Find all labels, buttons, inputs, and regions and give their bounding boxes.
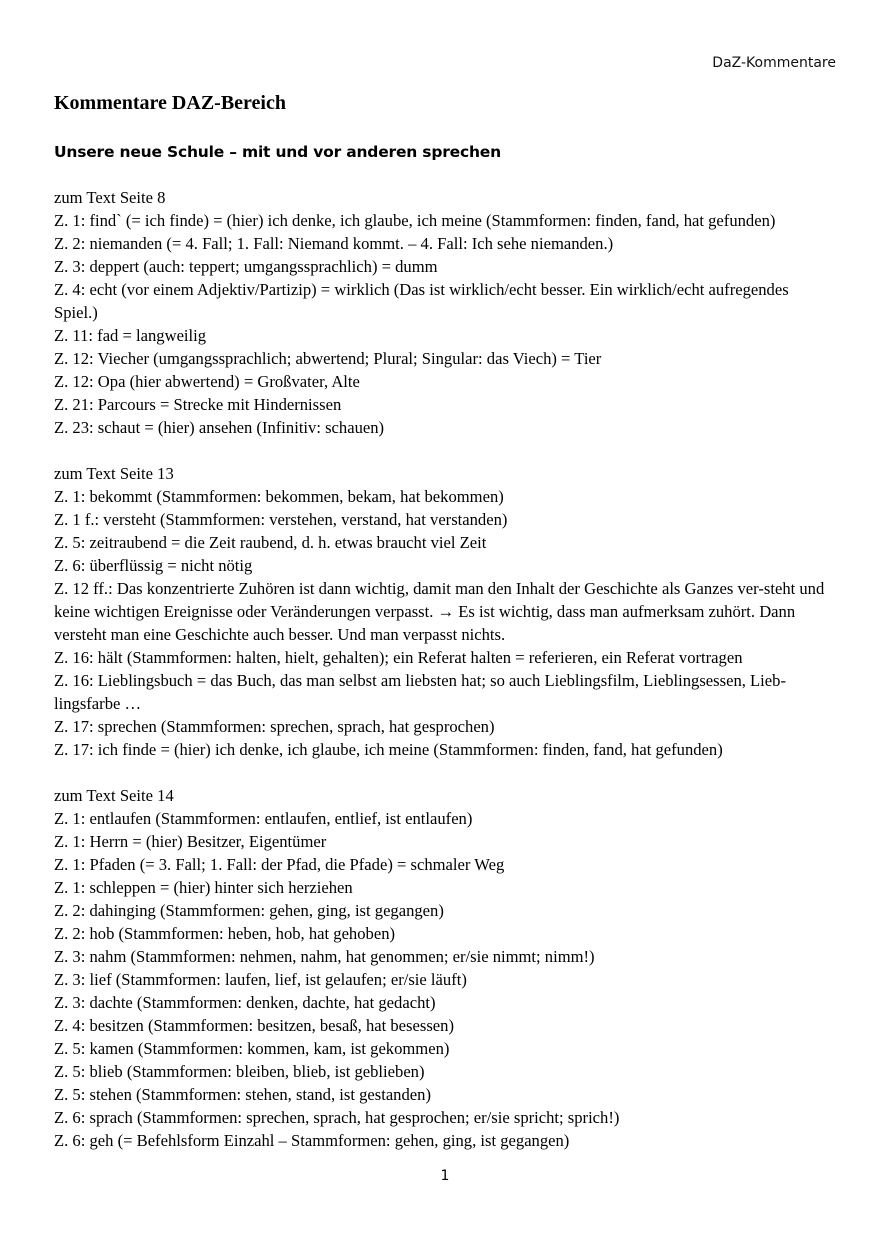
page-title: Kommentare DAZ-Bereich xyxy=(54,92,286,114)
entry: Z. 5: zeitraubend = die Zeit raubend, d. h. etwas braucht viel Zeit xyxy=(54,533,487,552)
entry: Z. 3: lief (Stammformen: laufen, lief, ist gelaufen; er/sie läuft) xyxy=(54,970,467,989)
entry: Z. 1: Pfaden (= 3. Fall; 1. Fall: der Pfad, die Pfade) = schmaler Weg xyxy=(54,855,505,874)
entry: Z. 16: Lieblingsbuch = das Buch, das man selbst am liebsten hat; so auch Lieblingsfilm, Lieblingsessen, Lieb-lingsfarbe … xyxy=(54,671,786,713)
section-text-page-14 xyxy=(54,784,836,1152)
entry: Z. 3: nahm (Stammformen: nehmen, nahm, hat genommen; er/sie nimmt; nimm!) xyxy=(54,947,595,966)
entry: Z. 5: kamen (Stammformen: kommen, kam, ist gekommen) xyxy=(54,1039,450,1058)
section-text-page-13 xyxy=(54,462,836,761)
entry: Z. 6: geh (= Befehlsform Einzahl – Stammformen: gehen, ging, ist gegangen) xyxy=(54,1131,570,1150)
entry: Z. 4: echt (vor einem Adjektiv/Partizip) = wirklich (Das ist wirklich/echt besser. Ein wirklich/echt aufregendes Spiel.) xyxy=(54,280,789,322)
section-subtitle: Unsere neue Schule – mit und vor anderen sprechen xyxy=(54,143,501,161)
entry: Z. 1: schleppen = (hier) hinter sich herziehen xyxy=(54,878,353,897)
page-number: 1 xyxy=(440,1168,450,1184)
entry: Z. 4: besitzen (Stammformen: besitzen, besaß, hat besessen) xyxy=(54,1016,454,1035)
entry: Z. 1: Herrn = (hier) Besitzer, Eigentümer xyxy=(54,832,327,851)
entry: Z. 17: ich finde = (hier) ich denke, ich glaube, ich meine (Stammformen: finden, fand, hat gefunden) xyxy=(54,740,723,759)
entry: Z. 1 f.: versteht (Stammformen: verstehen, verstand, hat verstanden) xyxy=(54,510,508,529)
entry: Z. 12: Opa (hier abwertend) = Großvater, Alte xyxy=(54,372,360,391)
document-body xyxy=(54,186,836,1175)
entry: Z. 2: hob (Stammformen: heben, hob, hat gehoben) xyxy=(54,924,396,943)
entry: Z. 17: sprechen (Stammformen: sprechen, sprach, hat gesprochen) xyxy=(54,717,495,736)
entry: Z. 2: niemanden (= 4. Fall; 1. Fall: Niemand kommt. – 4. Fall: Ich sehe niemanden.) xyxy=(54,234,614,253)
entry: Z. 16: hält (Stammformen: halten, hielt, gehalten); ein Referat halten = referieren, ein Referat vortragen xyxy=(54,648,743,667)
entry: Z. 1: find` (= ich finde) = (hier) ich denke, ich glaube, ich meine (Stammformen: finden, fand, hat gefunden) xyxy=(54,211,776,230)
section-text-page-8 xyxy=(54,186,836,439)
entry: Z. 23: schaut = (hier) ansehen (Infinitiv: schauen) xyxy=(54,418,385,437)
entry: Z. 5: blieb (Stammformen: bleiben, blieb, ist geblieben) xyxy=(54,1062,425,1081)
section-heading: zum Text Seite 14 xyxy=(54,786,174,805)
entry: Z. 1: bekommt (Stammformen: bekommen, bekam, hat bekommen) xyxy=(54,487,504,506)
entry: Z. 6: überflüssig = nicht nötig xyxy=(54,556,253,575)
section-heading: zum Text Seite 13 xyxy=(54,464,174,483)
entry: Z. 11: fad = langweilig xyxy=(54,326,207,345)
entry: Z. 12 ff.: Das konzentrierte Zuhören ist dann wichtig, damit man den Inhalt der Geschichte als Ganzes ver-steht und keine wichtigen Ereignisse oder Veränderungen verpasst. → Es ist wichtig, dass man aufmerksam zuhört. Dann versteht man eine Geschichte auch besser. Und man verpasst nichts. xyxy=(54,579,825,644)
section-heading: zum Text Seite 8 xyxy=(54,188,166,207)
entry: Z. 21: Parcours = Strecke mit Hindernissen xyxy=(54,395,342,414)
entry: Z. 2: dahinging (Stammformen: gehen, ging, ist gegangen) xyxy=(54,901,444,920)
running-header: DaZ-Kommentare xyxy=(712,55,836,71)
entry: Z. 3: dachte (Stammformen: denken, dachte, hat gedacht) xyxy=(54,993,436,1012)
entry: Z. 1: entlaufen (Stammformen: entlaufen, entlief, ist entlaufen) xyxy=(54,809,473,828)
entry: Z. 12: Viecher (umgangssprachlich; abwertend; Plural; Singular: das Viech) = Tier xyxy=(54,349,602,368)
entry: Z. 5: stehen (Stammformen: stehen, stand, ist gestanden) xyxy=(54,1085,431,1104)
entry: Z. 3: deppert (auch: teppert; umgangssprachlich) = dumm xyxy=(54,257,438,276)
entry: Z. 6: sprach (Stammformen: sprechen, sprach, hat gesprochen; er/sie spricht; sprich!) xyxy=(54,1108,620,1127)
